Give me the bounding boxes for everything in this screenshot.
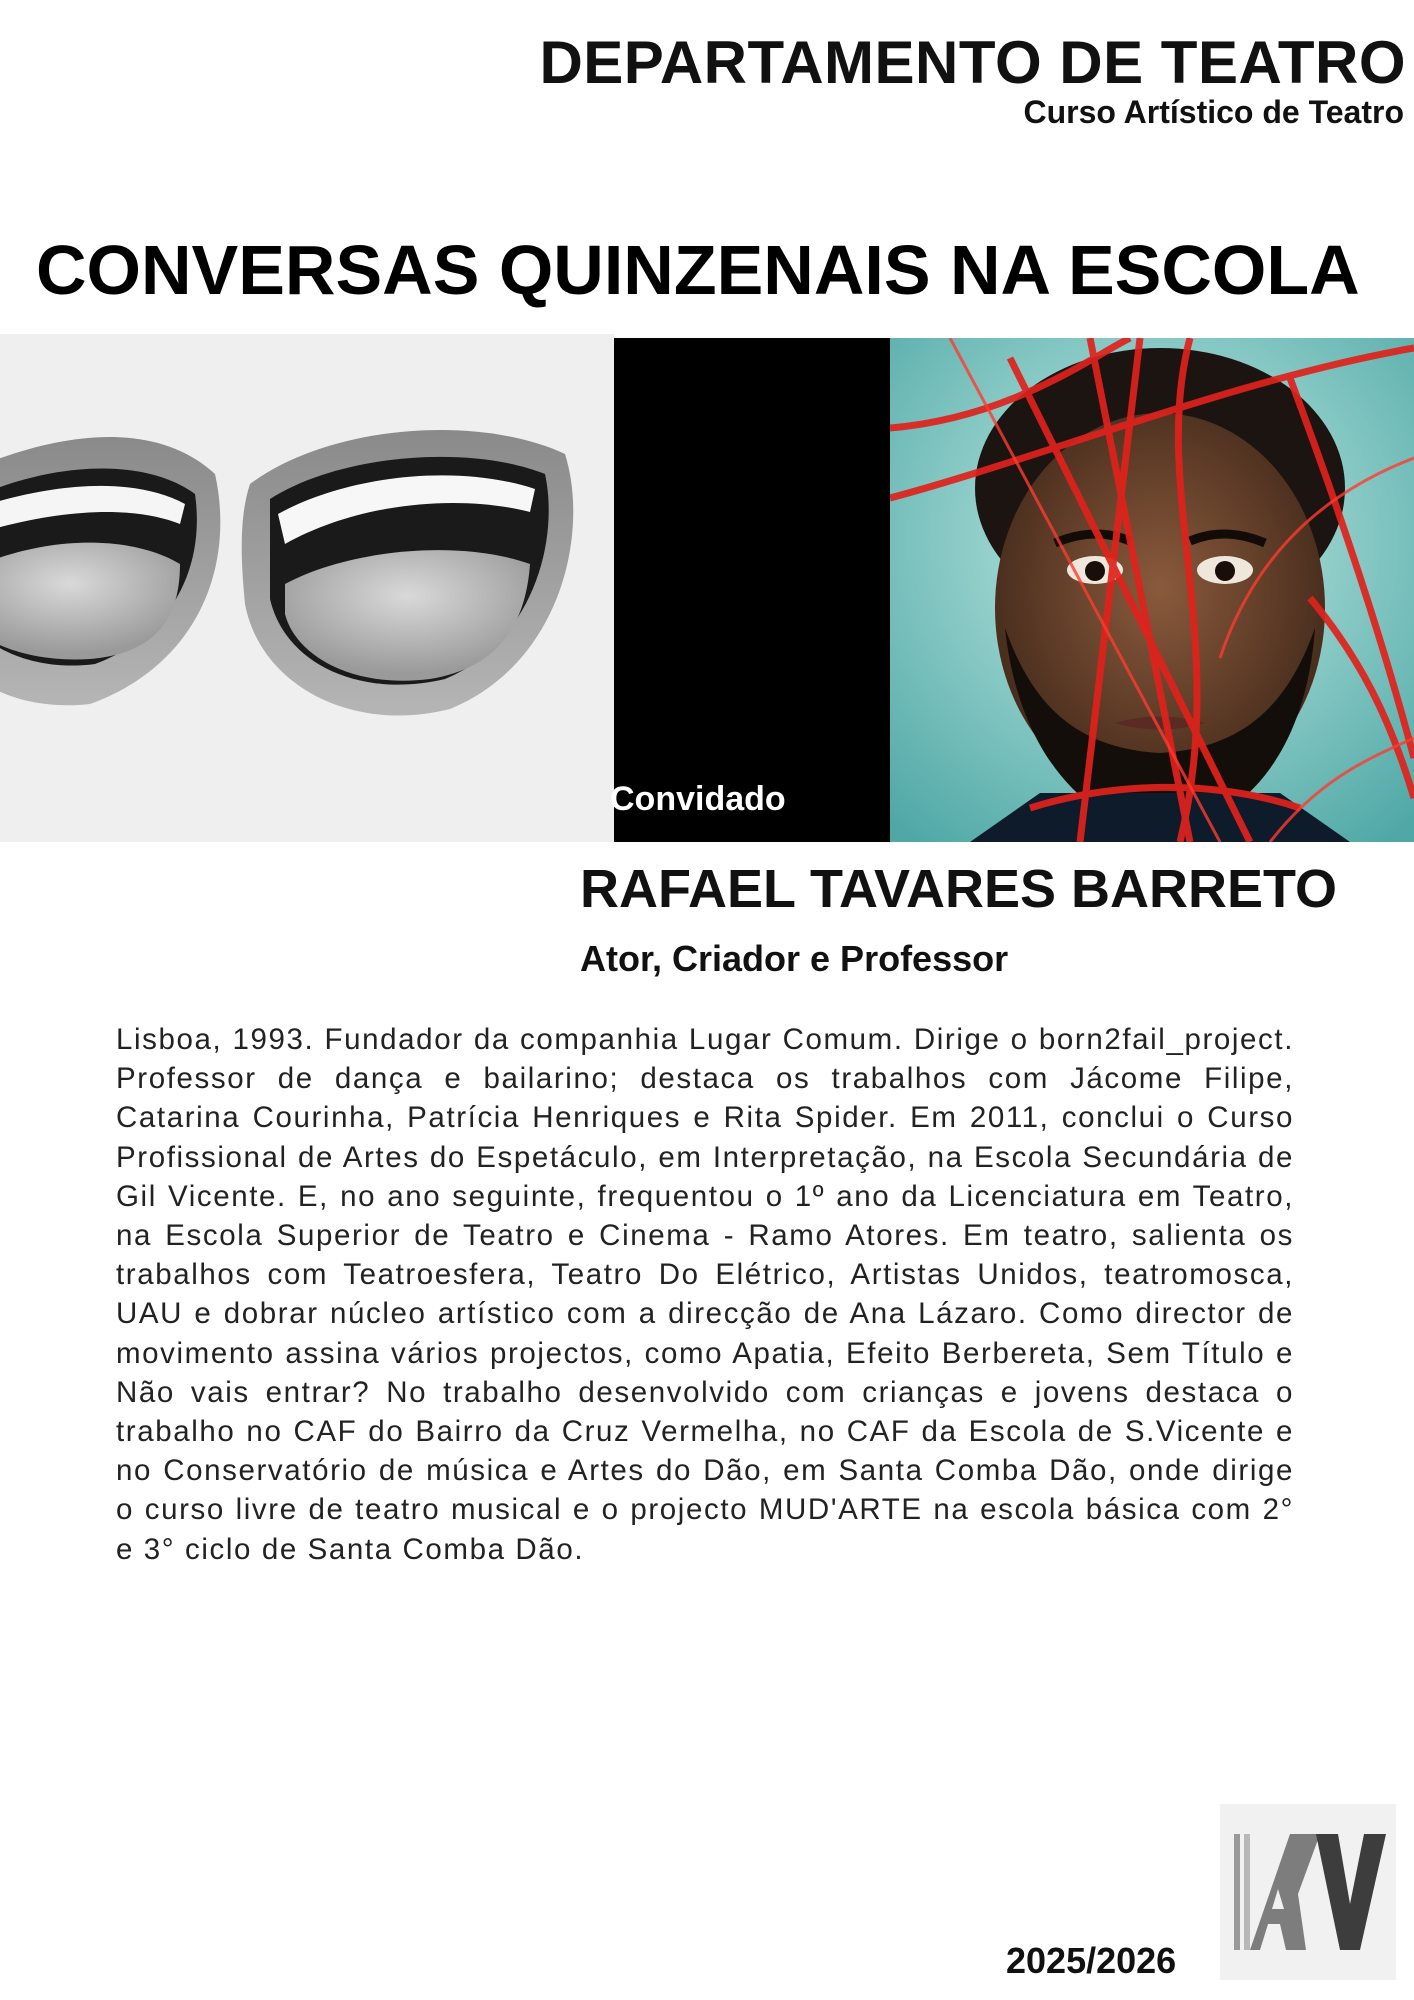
left-mouth [0, 437, 220, 705]
mouths-image [0, 334, 614, 842]
guest-name: RAFAEL TAVARES BARRETO [580, 859, 1338, 919]
guest-label: Convidado [610, 780, 786, 818]
department-title: DEPARTAMENTO DE TEATRO [539, 29, 1406, 96]
school-year: 2025/2026 [1006, 1940, 1177, 1981]
av-logo-icon [1220, 1804, 1396, 1980]
guest-bio: Lisboa, 1993. Fundador da companhia Lugar Comum. Dirige o born2fail_project. Professor de dança e bailarino; destaca os trabalhos com Jácome Filipe, Catarina Courinha, Patrícia Henriques e Rita Spider. Em 2011, conclui o Curso Profissional de Artes do Espetáculo, em Interpretação, na Escola Secundária de Gil Vicente. E, no ano seguinte, frequentou o 1º ano da Licenciatura em Teatro, na Escola Superior de Teatro e Cinema - Ramo Atores. Em teatro, salienta os trabalhos com Teatroesfera, Teatro Do Elétrico, Artistas Unidos, teatromosca, UAU e dobrar núcleo artístico com a direcção de Ana Lázaro. Como director de movimento assina vários projectos, como Apatia, Efeito Berbereta, Sem Título e Não vais entrar? No trabalho desenvolvido com crianças e jovens destaca o trabalho no CAF do Bairro da Cruz Vermelha, no CAF da Escola de S.Vicente e no Conservatório de música e Artes do Dão, em Santa Comba Dão, onde dirige o curso livre de teatro musical e o projecto MUD'ARTE na escola básica com 2° e 3° ciclo de Santa Comba Dão. [116, 1023, 1294, 1566]
event-title: CONVERSAS QUINZENAIS NA ESCOLA [36, 231, 1360, 309]
right-mouth [242, 430, 574, 715]
school-logo [1220, 1804, 1396, 1980]
guest-role: Ator, Criador e Professor [580, 938, 1009, 979]
black-panel [614, 338, 890, 842]
mouths-illustration [0, 334, 614, 842]
portrait-illustration [890, 338, 1414, 842]
course-subtitle: Curso Artístico de Teatro [1023, 94, 1404, 130]
guest-portrait [890, 338, 1414, 842]
